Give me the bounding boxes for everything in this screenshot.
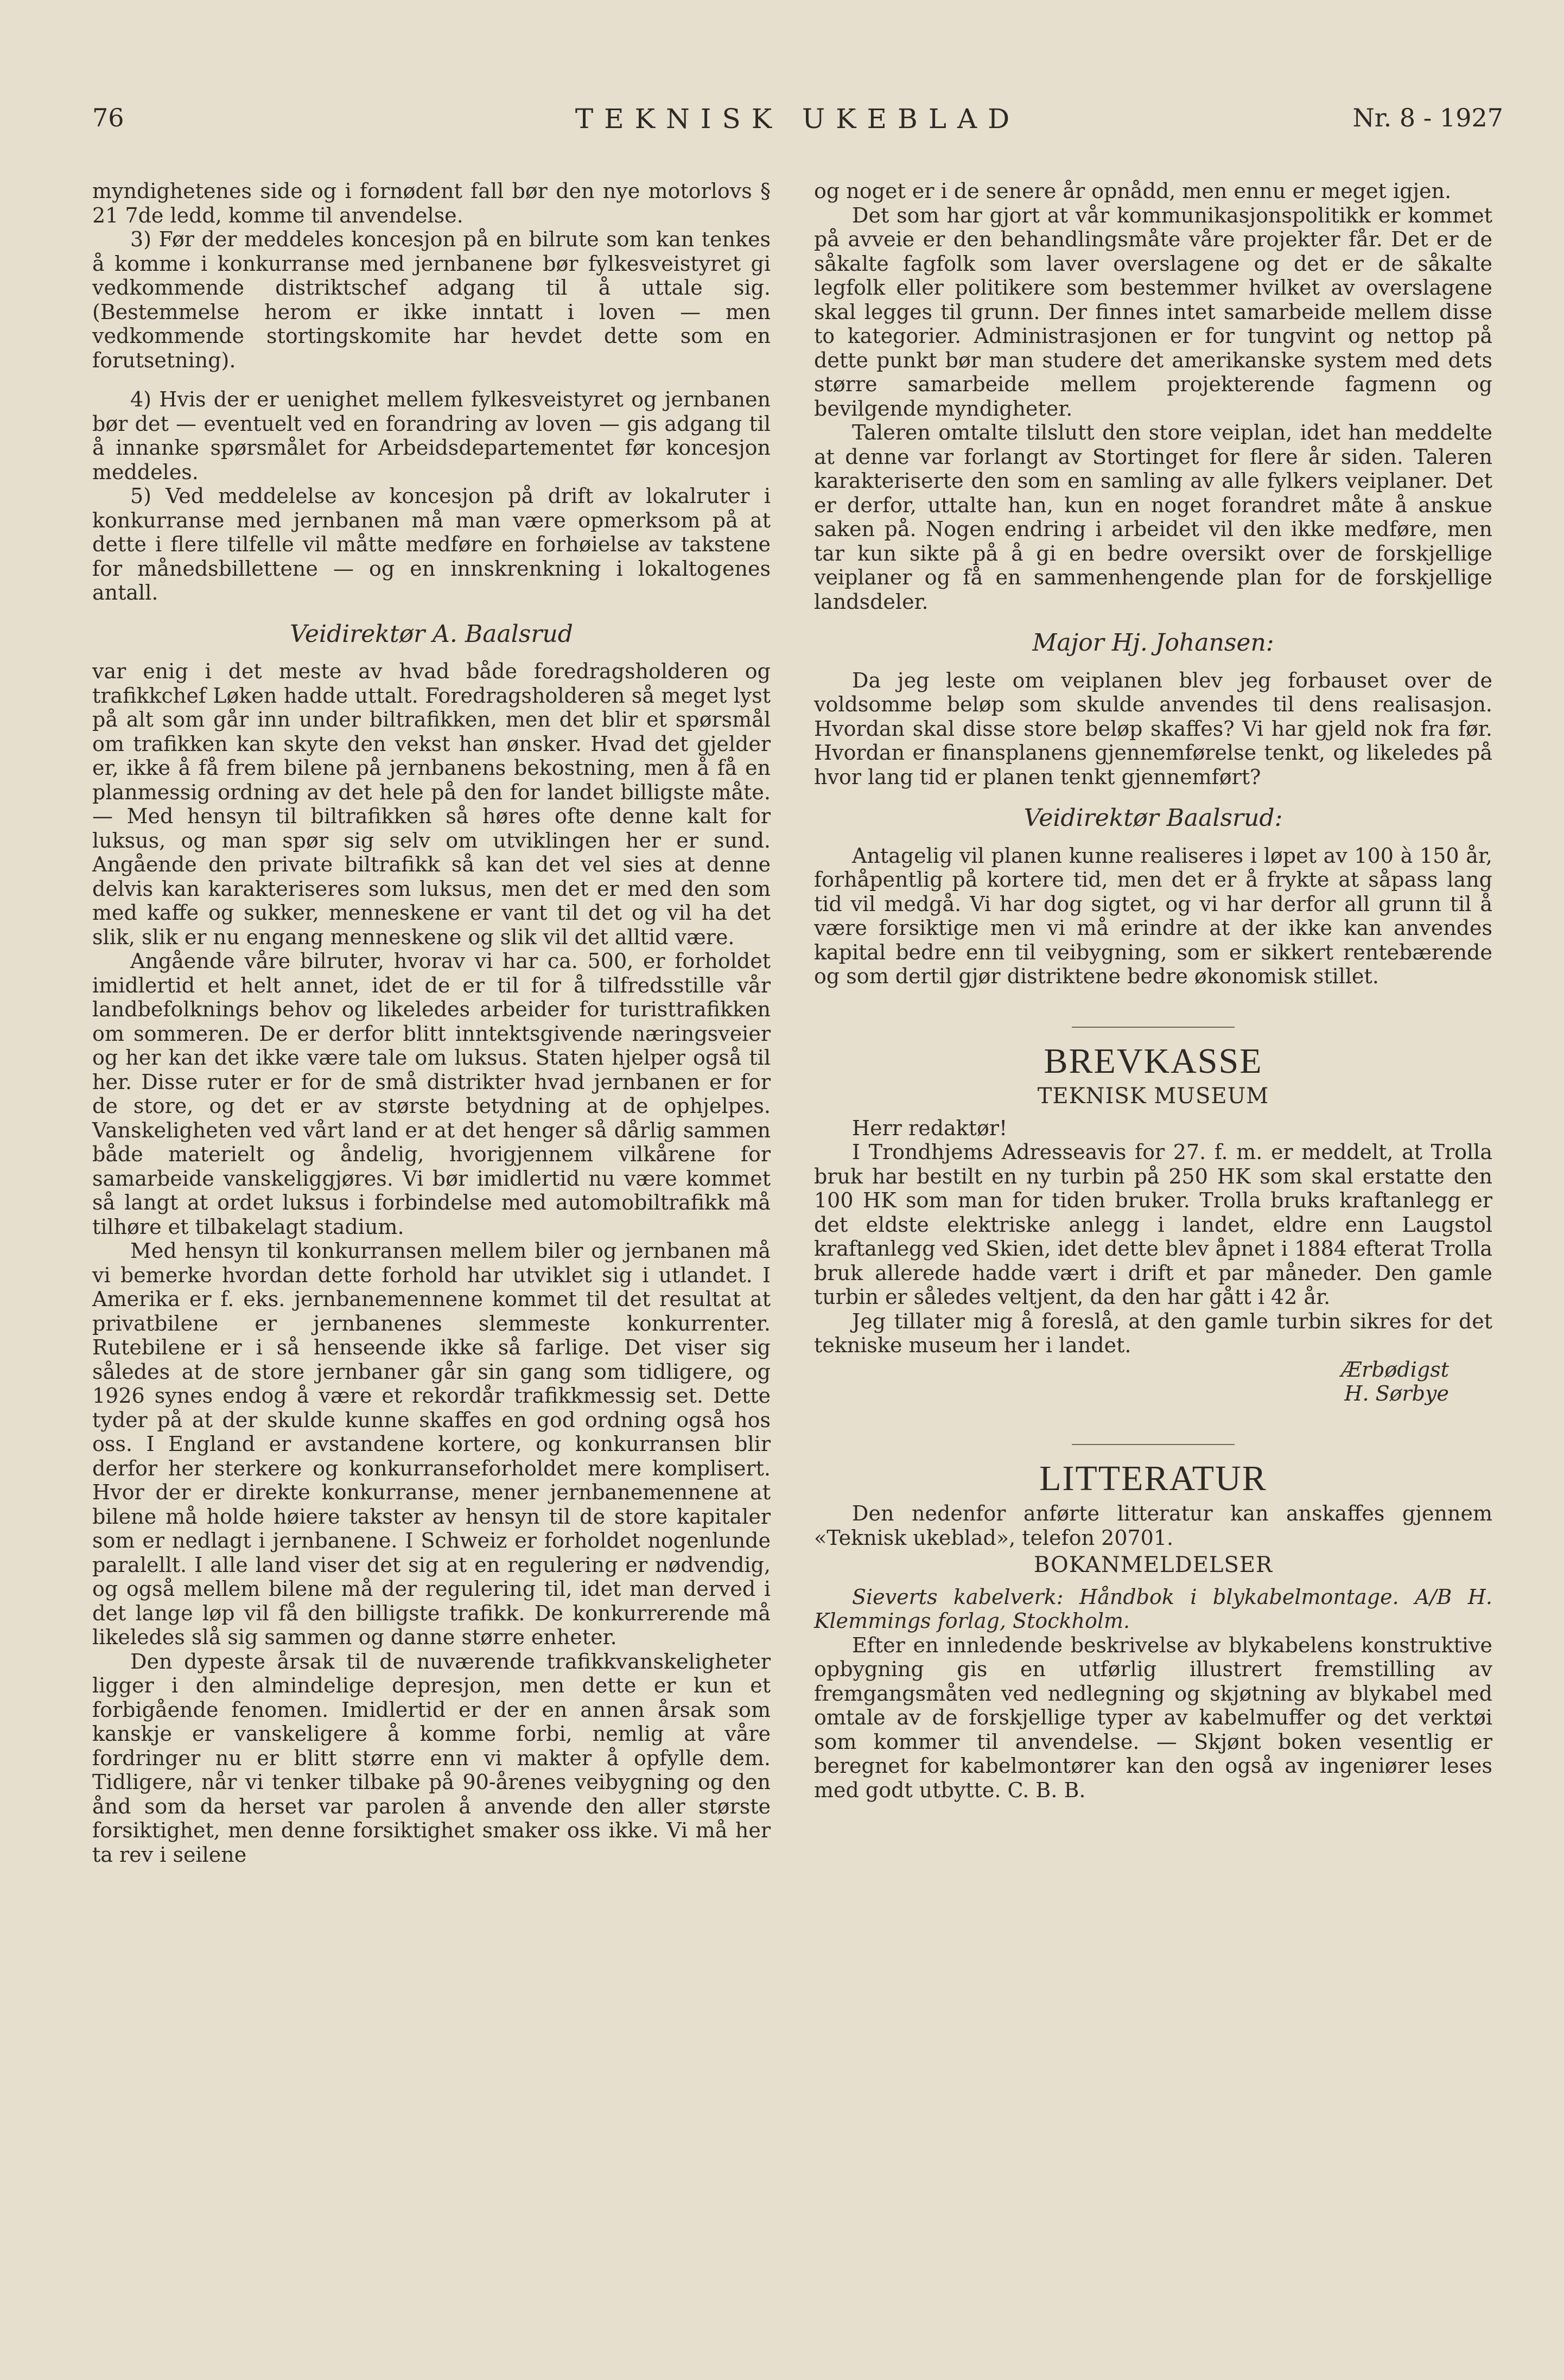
paragraph: 3) Før der meddeles koncesjon på en bilrute som kan tenkes å komme i konkurranse med jernbanene bør fylkesveistyret gi vedkommende distriktschef adgang til å uttale sig. (Bestemmelse herom er ikke inntatt i loven — men vedkommende stortingskomite har hevdet dette som en forutsetning). xyxy=(92,227,771,372)
paragraph: Angående våre bilruter, hvorav vi har ca. 500, er forholdet imidlertid et helt annet, idet de er til for å tilfredsstille vår landbefolknings behov og likeledes arbeider for turisttrafikken om sommeren. De er derfor blitt inntektsgivende næringsveier og her kan det ikke være tale om luksus. Staten hjelper også til her. Disse ruter er for de små distrikter hvad jernbanen er for de store, og det er av største betydning at de ophjelpes. Vanskeligheten ved vårt land er at det henger så dårlig sammen både materielt og åndelig, hvorigjennem vilkårene for samarbeide vanskeliggjøres. Vi bør imidlertid nu være kommet så langt at ordet luksus i forbindelse med automobiltrafikk må tilhøre et tilbakelagt stadium. xyxy=(92,949,771,1239)
section-divider xyxy=(1072,1027,1235,1028)
paragraph: Da jeg leste om veiplanen blev jeg forbauset over de voldsomme beløp som skulde anvendes til dens realisasjon. Hvordan skal disse store beløp skaffes? Vi har gjeld nok fra før. Hvordan er finansplanens gjennemførelse tenkt, og likeledes på hvor lang tid er planen tenkt gjennemført? xyxy=(814,668,1492,789)
right-column xyxy=(814,179,1492,1802)
paragraph: Efter en innledende beskrivelse av blykabelens konstruktive opbygning gis en utførlig illustrert fremstilling av fremgangsmåten ved nedlegning og skjøtning av blykabel med omtale av de forskjellige typer av kabelmuffer og det verktøi som kommer til anvendelse. — Skjønt boken vesentlig er beregnet for kabelmontører kan den også av ingeniører leses med godt utbytte. C. B. B. xyxy=(814,1633,1492,1802)
paragraph: 5) Ved meddelelse av koncesjon på drift av lokalruter i konkurranse med jernbanen må man være opmerksom på at dette i flere tilfelle vil måtte medføre en forhøielse av takstene for månedsbillettene — og en innskrenkning i lokaltogenes antall. xyxy=(92,484,771,604)
paragraph: Det som har gjort at vår kommunikasjonspolitikk er kommet på avveie er den behandlingsmåte våre projekter får. Det er de såkalte fagfolk som laver overslagene og det er de såkalte legfolk eller politikere som bestemmer hvilket av overslagene skal legges til grunn. Der finnes intet samarbeide mellem disse to kategorier. Administrasjonen er for tungvint og nettop på dette punkt bør man studere det amerikanske system med dets større samarbeide mellem projekterende fagmenn og bevilgende myndigheter. xyxy=(814,203,1492,421)
paragraph: myndighetenes side og i fornødent fall bør den nye motorlovs § 21 7de ledd, komme til anvendelse. xyxy=(92,179,771,227)
masthead: TEKNISK UKEBLAD xyxy=(575,103,1021,135)
letter-closing: Ærbødigst xyxy=(1341,1357,1449,1382)
speaker-heading: Major Hj. Johansen: xyxy=(1032,629,1274,657)
brevkasse-subtitle: TEKNISK MUSEUM xyxy=(1037,1084,1269,1109)
speaker-heading: Veidirektør Baalsrud: xyxy=(1023,804,1283,832)
litteratur-title: LITTERATUR xyxy=(1039,1458,1267,1498)
paragraph: 4) Hvis der er uenighet mellem fylkesveistyret og jernbanen bør det — eventuelt ved en forandring av loven — gis adgang til å innanke spørsmålet for Arbeidsdepartementet før koncesjon meddeles. xyxy=(92,387,771,484)
page-header xyxy=(92,103,1503,147)
paragraph: Jeg tillater mig å foreslå, at den gamle turbin sikres for det tekniske museum her i landet. xyxy=(814,1309,1492,1357)
paragraph: og noget er i de senere år opnådd, men ennu er meget igjen. xyxy=(814,179,1452,203)
paragraph: Antagelig vil planen kunne realiseres i løpet av 100 à 150 år, forhåpentlig på kortere tid, men det er å frykte at såpass lang tid vil medgå. Vi har dog sigtet, og vi har derfor all grunn til å være forsiktige men vi må erindre at der ikke kan anvendes kapital bedre enn til veibygning, som er sikkert rentebærende og som dertil gjør distriktene bedre økonomisk stillet. xyxy=(814,843,1492,988)
brevkasse-title: BREVKASSE xyxy=(1044,1041,1263,1081)
bokanmeldelser-subtitle: BOKANMELDELSER xyxy=(1033,1552,1273,1577)
letter-signature: H. Sørbye xyxy=(1344,1382,1449,1405)
book-title: Sieverts kabelverk: Håndbok i blykabelmontage. A/B H. Klemmings forlag, Stockholm. xyxy=(814,1584,1492,1633)
left-column xyxy=(92,179,771,1867)
page-number: 76 xyxy=(92,103,124,132)
speaker-heading: Veidirektør A. Baalsrud xyxy=(290,620,573,648)
issue-number: Nr. 8 - 1927 xyxy=(1352,103,1503,132)
paragraph: Den dypeste årsak til de nuværende trafikkvanskeligheter ligger i den almindelige depresjon, men dette er kun et forbigående fenomen. Imidlertid er der en annen årsak som kanskje er vanskeligere å komme forbi, nemlig at våre fordringer nu er blitt større enn vi makter å opfylle dem. Tidligere, når vi tenker tilbake på 90-årenes veibygning og den ånd som da herset var parolen å anvende den aller største forsiktighet, men denne forsiktighet smaker oss ikke. Vi må her ta rev i seilene xyxy=(92,1649,771,1867)
salutation: Herr redaktør! xyxy=(852,1116,1008,1140)
paragraph: var enig i det meste av hvad både foredragsholderen og trafikkchef Løken hadde uttalt. Foredragsholderen så meget lyst på alt som går inn under biltrafikken, men det blir et spørsmål om trafikken kan skyte den vekst han ønsker. Hvad det gjelder er, ikke å få frem bilene på jernbanens bekostning, men å få en planmessig ordning av det hele på den for landet billigste måte. — Med hensyn til biltrafikken så høres ofte denne kalt for luksus, og man spør sig selv om utviklingen her er sund. Angående den private biltrafikk så kan det vel sies at denne delvis kan karakteriseres som luksus, men det er med den som med kaffe og sukker, menneskene er vant til det og vil ha det slik, slik er nu engang menneskene og slik vil det alltid være. xyxy=(92,659,771,949)
section-divider xyxy=(1072,1444,1235,1445)
paragraph: Taleren omtalte tilslutt den store veiplan, idet han meddelte at denne var forlangt av Stortinget for flere år siden. Taleren karakteriserte den som en samling av alle fylkers veiplaner. Det er derfor, uttalte han, kun en noget forandret måte å anskue saken på. Nogen endring i arbeidet vil den ikke medføre, men tar kun sikte på å gi en bedre oversikt over de forskjellige veiplaner og få en sammenhengende plan for de forskjellige landsdeler. xyxy=(814,421,1492,614)
paragraph: Med hensyn til konkurransen mellem biler og jernbanen må vi bemerke hvordan dette forhold har utviklet sig i utlandet. I Amerika er f. eks. jernbanemennene kommet til det resultat at privatbilene er jernbanenes slemmeste konkurrenter. Rutebilene er i så henseende ikke så farlige. Det viser sig således at de store jernbaner går sin gang som tidligere, og 1926 synes endog å være et rekordår trafikkmessig set. Dette tyder på at der skulde kunne skaffes en god ordning også hos oss. I England er avstandene kortere, og konkurransen blir derfor her sterkere og konkurranseforholdet mere komplisert. Hvor der er direkte konkurranse, mener jernbanemennene at bilene må holde høiere takster av hensyn til de store kapitaler som er nedlagt i jernbanene. I Schweiz er forholdet nogenlunde paralellt. I alle land viser det sig at en regulering er nødvendig, og også mellem bilene må der regulering til, idet man derved i det lange løp vil få den billigste trafikk. De konkurrerende må likeledes slå sig sammen og danne større enheter. xyxy=(92,1239,771,1649)
paragraph: Den nedenfor anførte litteratur kan anskaffes gjennem «Teknisk ukeblad», telefon 20701. xyxy=(814,1501,1492,1550)
paragraph: I Trondhjems Adresseavis for 27. f. m. er meddelt, at Trolla bruk har bestilt en ny turbin på 250 HK som skal erstatte den 100 HK som man for tiden bruker. Trolla bruks kraftanlegg er det eldste elektriske anlegg i landet, eldre enn Laugstol kraftanlegg ved Skien, idet dette blev åpnet i 1884 efterat Trolla bruk allerede hadde vært i drift et par måneder. Den gamle turbin er således veltjent, da den har gått i 42 år. xyxy=(814,1140,1492,1309)
